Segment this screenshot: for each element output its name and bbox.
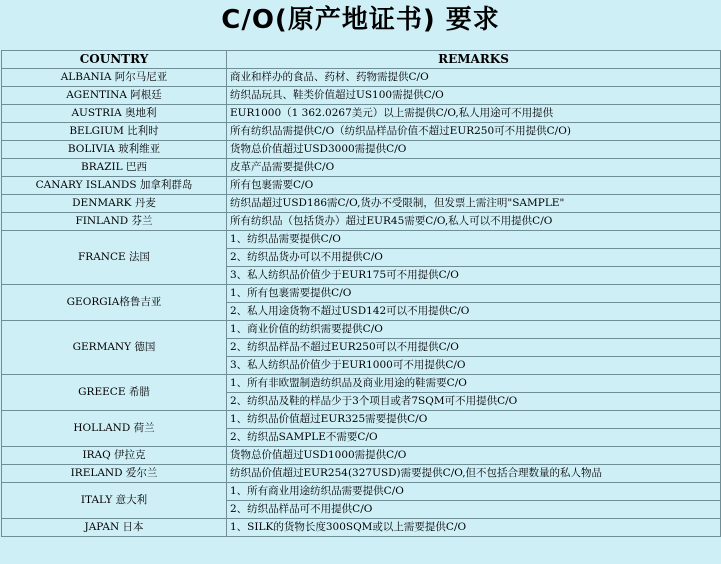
remark-cell: 1、纺织品需要提供C/O <box>227 231 721 249</box>
country-cell: BELGIUM 比利时 <box>2 123 227 141</box>
remark-cell: 2、纺织品SAMPLE不需要C/O <box>227 429 721 447</box>
country-cell: BRAZIL 巴西 <box>2 159 227 177</box>
country-cell: AGENTINA 阿根廷 <box>2 87 227 105</box>
table-row <box>2 123 721 141</box>
remark-cell: 2、纺织品货办可以不用提供C/O <box>227 249 721 267</box>
remark-cell: 皮革产品需要提供C/O <box>227 159 721 177</box>
table-row <box>2 87 721 105</box>
remark-cell: 1、纺织品价值超过EUR325需要提供C/O <box>227 411 721 429</box>
table-row <box>2 141 721 159</box>
remark-cell: 商业和样办的食品、药材、药物需提供C/O <box>227 69 721 87</box>
country-cell: GERMANY 德国 <box>2 321 227 375</box>
remark-cell: 1、SILK的货物长度300SQM或以上需要提供C/O <box>227 519 721 537</box>
country-cell: JAPAN 日本 <box>2 519 227 537</box>
country-cell: FRANCE 法国 <box>2 231 227 285</box>
country-cell: IRELAND 爱尔兰 <box>2 465 227 483</box>
remark-cell: 2、纺织品样品不超过EUR250可以不用提供C/O <box>227 339 721 357</box>
table-row <box>2 231 721 249</box>
table-row <box>2 465 721 483</box>
table-body <box>2 69 721 537</box>
remark-cell: EUR1000（1 362.0267美元）以上需提供C/O,私人用途可不用提供 <box>227 105 721 123</box>
country-cell: ALBANIA 阿尔马尼亚 <box>2 69 227 87</box>
remark-cell: 纺织品超过USD186需C/O,货办不受限制，但发票上需注明"SAMPLE" <box>227 195 721 213</box>
country-cell: FINLAND 芬兰 <box>2 213 227 231</box>
country-cell: AUSTRIA 奥地利 <box>2 105 227 123</box>
table-row <box>2 69 721 87</box>
country-cell: BOLIVIA 玻利维亚 <box>2 141 227 159</box>
remark-cell: 2、纺织品及鞋的样品少于3个项目或者7SQM可不用提供C/O <box>227 393 721 411</box>
remark-cell: 纺织品价值超过EUR254(327USD)需要提供C/O,但不包括合理数量的私人物品 <box>227 465 721 483</box>
table-row <box>2 195 721 213</box>
remark-cell: 所有纺织品需提供C/O（纺织品样品价值不超过EUR250可不用提供C/O) <box>227 123 721 141</box>
remark-cell: 2、私人用途货物不超过USD142可以不用提供C/O <box>227 303 721 321</box>
page-title: C/O(原产地证书) 要求 <box>221 5 500 35</box>
country-cell: DENMARK 丹麦 <box>2 195 227 213</box>
table-row <box>2 375 721 393</box>
remark-cell: 3、私人纺织品价值少于EUR1000可不用提供C/O <box>227 357 721 375</box>
table-row <box>2 519 721 537</box>
country-cell: GREECE 希腊 <box>2 375 227 411</box>
country-cell: IRAQ 伊拉克 <box>2 447 227 465</box>
remark-cell: 1、所有非欧盟制造纺织品及商业用途的鞋需要C/O <box>227 375 721 393</box>
country-column-header: COUNTRY <box>2 51 227 69</box>
table-row <box>2 105 721 123</box>
table-row <box>2 159 721 177</box>
table-row <box>2 285 721 303</box>
table-row <box>2 483 721 501</box>
remark-cell: 2、纺织品样品可不用提供C/O <box>227 501 721 519</box>
country-cell: CANARY ISLANDS 加拿利群岛 <box>2 177 227 195</box>
header-row <box>2 51 721 69</box>
remark-cell: 纺织品玩具、鞋类价值超过US100需提供C/O <box>227 87 721 105</box>
remark-cell: 所有纺织品（包括货办）超过EUR45需要C/O,私人可以不用提供C/O <box>227 213 721 231</box>
country-cell: GEORGIA格鲁吉亚 <box>2 285 227 321</box>
remark-cell: 1、所有包裹需要提供C/O <box>227 285 721 303</box>
table-row <box>2 177 721 195</box>
remarks-column-header: REMARKS <box>227 51 721 69</box>
remark-cell: 3、私人纺织品价值少于EUR175可不用提供C/O <box>227 267 721 285</box>
table-row <box>2 321 721 339</box>
table-row <box>2 213 721 231</box>
table-row <box>2 447 721 465</box>
remark-cell: 1、所有商业用途纺织品需要提供C/O <box>227 483 721 501</box>
country-cell: HOLLAND 荷兰 <box>2 411 227 447</box>
co-requirements-table <box>1 50 721 537</box>
remark-cell: 所有包裹需要C/O <box>227 177 721 195</box>
remark-cell: 货物总价值超过USD1000需提供C/O <box>227 447 721 465</box>
table-row <box>2 411 721 429</box>
country-cell: ITALY 意大利 <box>2 483 227 519</box>
remark-cell: 货物总价值超过USD3000需提供C/O <box>227 141 721 159</box>
remark-cell: 1、商业价值的纺织需要提供C/O <box>227 321 721 339</box>
